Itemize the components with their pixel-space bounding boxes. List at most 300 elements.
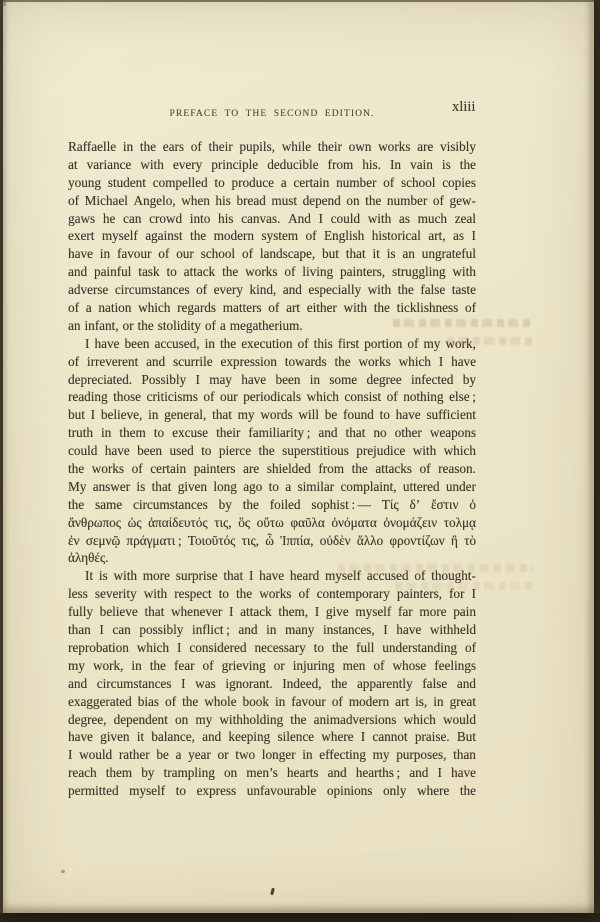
scan-edge-left [0, 0, 3, 922]
word: opinions [326, 783, 373, 799]
word: I [383, 622, 388, 638]
word: our [219, 389, 238, 405]
word: than [453, 747, 476, 763]
word: student [107, 174, 146, 190]
word: Τίς [381, 496, 399, 512]
word: is [136, 478, 146, 494]
text-line [68, 604, 476, 622]
word: ἄνθρωπος [68, 514, 121, 530]
word: withholding [219, 711, 284, 727]
word: that [144, 604, 165, 620]
word: withheld [429, 622, 476, 638]
word: execution [241, 335, 293, 351]
word: ungrateful [421, 246, 476, 262]
word: pain [453, 604, 476, 620]
word: I [228, 604, 234, 620]
text-line [68, 533, 476, 551]
word: attacks [375, 461, 412, 477]
word: myself [129, 783, 166, 799]
word: to [175, 783, 186, 799]
word: or [217, 747, 229, 763]
word: the [365, 192, 382, 208]
word: their [317, 139, 342, 154]
word: by [141, 765, 155, 781]
word: full [356, 639, 375, 655]
word: to [166, 264, 177, 280]
word: with [452, 264, 476, 280]
word: infant, [84, 317, 119, 333]
word: false [422, 675, 448, 691]
word: a [285, 478, 292, 494]
word: and [318, 425, 338, 441]
word: But [456, 729, 476, 745]
word: I [248, 568, 254, 584]
word: will [298, 407, 319, 423]
word: false [420, 282, 446, 298]
word: I [68, 747, 73, 763]
word: keeping [228, 729, 271, 745]
word: of [190, 139, 202, 154]
word: year [188, 747, 211, 763]
text-line [68, 658, 476, 676]
word: gew- [449, 192, 476, 208]
word: of [419, 461, 431, 477]
word: I [99, 622, 104, 638]
word: fear [173, 657, 195, 673]
word: irreverent [86, 353, 139, 369]
word: variance [86, 156, 132, 172]
word: at [68, 156, 78, 172]
word: work, [92, 657, 124, 673]
word: would [79, 747, 113, 763]
word: depreciated. [68, 371, 133, 387]
word: circumstances [96, 675, 172, 691]
word: landscape, [259, 246, 316, 262]
word: our [176, 246, 194, 262]
word: his. [362, 156, 381, 172]
word: ὁ [469, 496, 476, 512]
word: that [151, 478, 172, 494]
word: visibly [440, 139, 476, 154]
word: in [99, 246, 111, 262]
word: of [68, 192, 79, 208]
word: ὡς [127, 514, 142, 530]
word: purposes, [396, 747, 447, 763]
word: canvas. [241, 210, 281, 226]
word: τις, [214, 514, 232, 530]
word: sufficient [426, 407, 476, 423]
text-line [68, 461, 476, 479]
text-line [68, 568, 476, 586]
word: of [464, 639, 476, 655]
word: in [274, 693, 286, 709]
word: reading [68, 389, 108, 405]
word: circumstances [114, 282, 190, 298]
word: myself [101, 228, 138, 244]
word: praise. [414, 729, 450, 745]
word: that [345, 246, 366, 262]
word: vain [410, 156, 433, 172]
word: shielded [266, 461, 311, 477]
word: to [214, 174, 225, 190]
word: contemporary [316, 586, 390, 602]
word: and [456, 675, 476, 691]
word: of [158, 246, 170, 262]
word: certain [293, 174, 330, 190]
word: express [196, 783, 237, 799]
page-number: xliii [452, 99, 476, 115]
word: and [238, 622, 258, 638]
word: task [138, 264, 160, 280]
word: men’s [246, 765, 278, 781]
text-line [68, 318, 476, 336]
word: by [462, 371, 476, 387]
word: but [68, 407, 85, 423]
word: And [288, 210, 311, 226]
word: surprise [175, 568, 218, 584]
word: favour [291, 693, 326, 709]
word: the [222, 264, 239, 280]
word: gaws [68, 210, 96, 226]
word: I [85, 335, 90, 351]
word: ἐν [68, 532, 80, 548]
word: compelled [152, 174, 208, 190]
word: many [285, 622, 315, 638]
word: number [386, 192, 428, 208]
word: of [432, 192, 444, 208]
word: ὃς [238, 514, 251, 530]
word: on [346, 192, 360, 208]
word: English [323, 228, 365, 244]
word: the [459, 783, 476, 799]
word: In [390, 156, 402, 172]
text-line [68, 479, 476, 497]
word: similar [297, 478, 335, 494]
word: I [437, 765, 442, 781]
word: attack [240, 604, 272, 620]
word: their [216, 425, 241, 441]
word: art [395, 693, 410, 709]
word: art [286, 300, 300, 316]
word: which [403, 711, 436, 727]
word: exert [68, 228, 95, 244]
word: but [322, 246, 339, 262]
word: megatherium. [229, 317, 303, 333]
word: which [138, 300, 171, 316]
word: of [203, 389, 215, 405]
word: bias [137, 693, 159, 709]
word: as [452, 228, 464, 244]
word: believe, [100, 407, 143, 423]
text-line [68, 622, 476, 640]
word: number [336, 174, 377, 190]
text-line [68, 211, 476, 229]
word: works [91, 461, 124, 477]
word: found [343, 407, 374, 423]
word: that [212, 407, 232, 423]
word: of [407, 335, 419, 351]
word: and [327, 765, 347, 781]
word: accused [366, 568, 409, 584]
word: an [68, 317, 81, 333]
word: infected [410, 371, 454, 387]
word: towards [284, 353, 327, 369]
word: works [245, 264, 278, 280]
word: ἀπαίδευτός [148, 514, 208, 530]
word: would [442, 711, 476, 727]
word: to [153, 425, 165, 441]
word: have [395, 407, 421, 423]
word: an [402, 246, 415, 262]
text-line [68, 515, 476, 533]
word: I [471, 228, 476, 244]
word: from [327, 156, 354, 172]
word: the [351, 461, 368, 477]
word: portion [364, 335, 403, 351]
word: in [101, 425, 112, 441]
word: ignorant. [225, 675, 273, 691]
word: ago [243, 478, 263, 494]
word: possibly [139, 622, 184, 638]
word: certain [150, 461, 187, 477]
word: truth [68, 425, 93, 441]
word: ἔστιν [430, 496, 459, 512]
word: book [242, 693, 269, 709]
word: no [373, 425, 387, 441]
word: τὸ [464, 532, 476, 548]
text-line [68, 139, 476, 157]
word: be [156, 747, 169, 763]
word: while [281, 139, 311, 154]
word: I [181, 675, 186, 691]
word: where [417, 783, 450, 799]
word: crowd [149, 210, 183, 226]
word: two [235, 747, 256, 763]
word: rather [118, 747, 150, 763]
word: the [290, 711, 307, 727]
word: give [325, 604, 349, 620]
word: words [260, 407, 293, 423]
word: taste [451, 282, 476, 298]
word: adverse [68, 282, 109, 298]
word: pierce [218, 443, 252, 459]
word: prejudice [356, 443, 406, 459]
word: criticisms [146, 389, 198, 405]
page-header [68, 103, 476, 121]
text-block [68, 139, 476, 801]
word: ears [162, 139, 184, 154]
word: injuring [292, 657, 335, 673]
word: can [123, 210, 142, 226]
word: of [331, 693, 343, 709]
word: been [124, 335, 150, 351]
word: excuse [172, 425, 209, 441]
scan-edge-right [594, 0, 600, 922]
word: believe [99, 604, 138, 620]
word: them [105, 765, 133, 781]
word: with [367, 282, 392, 298]
word: stolidity [157, 317, 201, 333]
word: painters, [396, 586, 442, 602]
word: zeal [454, 210, 476, 226]
text-line [68, 389, 476, 407]
word: have [68, 729, 93, 745]
word: with [143, 586, 168, 602]
word: the [68, 496, 85, 512]
word: weapons [429, 425, 476, 441]
text-line [68, 586, 476, 604]
word: and [146, 353, 166, 369]
text-line [68, 425, 476, 443]
word: of [268, 300, 280, 316]
word: animadversions [313, 711, 397, 727]
word: far [397, 604, 413, 620]
word: is [441, 156, 451, 172]
word: Ἱππία, [280, 532, 314, 548]
word: dependent [113, 711, 168, 727]
word: οὐδὲν [319, 532, 351, 548]
word: on [223, 765, 238, 781]
word: ἄλλο [356, 532, 384, 548]
word: this [313, 335, 333, 351]
word: I [90, 407, 96, 423]
word: σεμνῷ [85, 532, 121, 548]
word: τις, [241, 532, 259, 548]
text-line [68, 694, 476, 712]
running-title: PREFACE TO THE SECOND EDITION. [169, 109, 375, 119]
word: of [386, 389, 398, 405]
word: kind, [249, 282, 277, 298]
word: with [343, 300, 367, 316]
word: the [334, 353, 351, 369]
text-line [68, 372, 476, 390]
word: with [412, 443, 437, 459]
word: complaint, [340, 478, 397, 494]
word: general, [164, 407, 207, 423]
word: which [443, 443, 476, 459]
word: other [394, 425, 422, 441]
ink-speck [270, 888, 275, 896]
word: of [383, 174, 395, 190]
word: or [122, 317, 134, 333]
scan-edge-bottom [0, 913, 600, 922]
text-line [68, 300, 476, 318]
word: reprobation [68, 639, 129, 655]
word: my [68, 657, 85, 673]
text-line [68, 354, 476, 372]
word: foiled [269, 496, 301, 512]
word: severity [94, 586, 137, 602]
word: silence [277, 729, 315, 745]
word: φαῦλα [290, 514, 325, 530]
word: φροντίζων [389, 532, 445, 548]
text-line [68, 228, 476, 246]
word: πράγματι ; [126, 532, 182, 548]
word: when [181, 192, 210, 208]
text-line [68, 765, 476, 783]
word: in [302, 747, 313, 763]
word: be [324, 407, 338, 423]
word: apparently [356, 675, 413, 691]
text-line [68, 729, 476, 747]
word: of [68, 300, 79, 316]
word: in [122, 139, 134, 154]
word: are [417, 139, 434, 154]
word: to [313, 639, 324, 655]
word: every [172, 156, 203, 172]
word: exaggerated [68, 693, 132, 709]
word: to [201, 443, 212, 459]
word: and [202, 729, 222, 745]
word: accused, [154, 335, 200, 351]
word: ἢ [450, 532, 458, 548]
word: men [342, 657, 366, 673]
word: in [204, 335, 215, 351]
word: less [68, 586, 88, 602]
word: I [360, 729, 366, 745]
word: have [451, 353, 476, 369]
word: in [266, 622, 277, 638]
word: the [182, 693, 199, 709]
word: it [136, 729, 145, 745]
word: trampling [163, 765, 215, 781]
text-line [68, 246, 476, 264]
word: I [195, 371, 200, 387]
word: of [196, 282, 208, 298]
word: on [174, 711, 189, 727]
word: the [331, 675, 348, 691]
word: modern [213, 228, 254, 244]
word: consist [344, 389, 382, 405]
word: school [400, 174, 436, 190]
word: which [136, 639, 169, 655]
word: it [372, 246, 380, 262]
word: expression [220, 353, 277, 369]
word: myself [355, 604, 392, 620]
word: nothing [403, 389, 444, 405]
word: given [100, 729, 130, 745]
word: considered [189, 639, 247, 655]
word: of [68, 353, 79, 369]
word: could [330, 210, 360, 226]
word: are [243, 461, 260, 477]
word: respect [174, 586, 212, 602]
word: must [271, 192, 298, 208]
word: he [102, 210, 116, 226]
word: could [68, 443, 98, 459]
word: against [145, 228, 183, 244]
word: principle [211, 156, 259, 172]
word: works [259, 586, 292, 602]
word: myself [325, 568, 361, 584]
word: work, [445, 335, 476, 351]
scan-edge-top [0, 0, 600, 2]
word: historical [371, 228, 421, 244]
word: the [149, 657, 166, 673]
word: ticklishness [396, 300, 459, 316]
word: the [258, 443, 275, 459]
word: nation [98, 300, 132, 316]
word: some [329, 371, 358, 387]
word: may [209, 371, 232, 387]
word: the [219, 335, 237, 351]
word: with [140, 156, 164, 172]
word: for [449, 586, 465, 602]
word: of [305, 228, 317, 244]
text-line [68, 676, 476, 694]
word: ὀνομάζειν [383, 514, 438, 530]
word: I [314, 604, 320, 620]
